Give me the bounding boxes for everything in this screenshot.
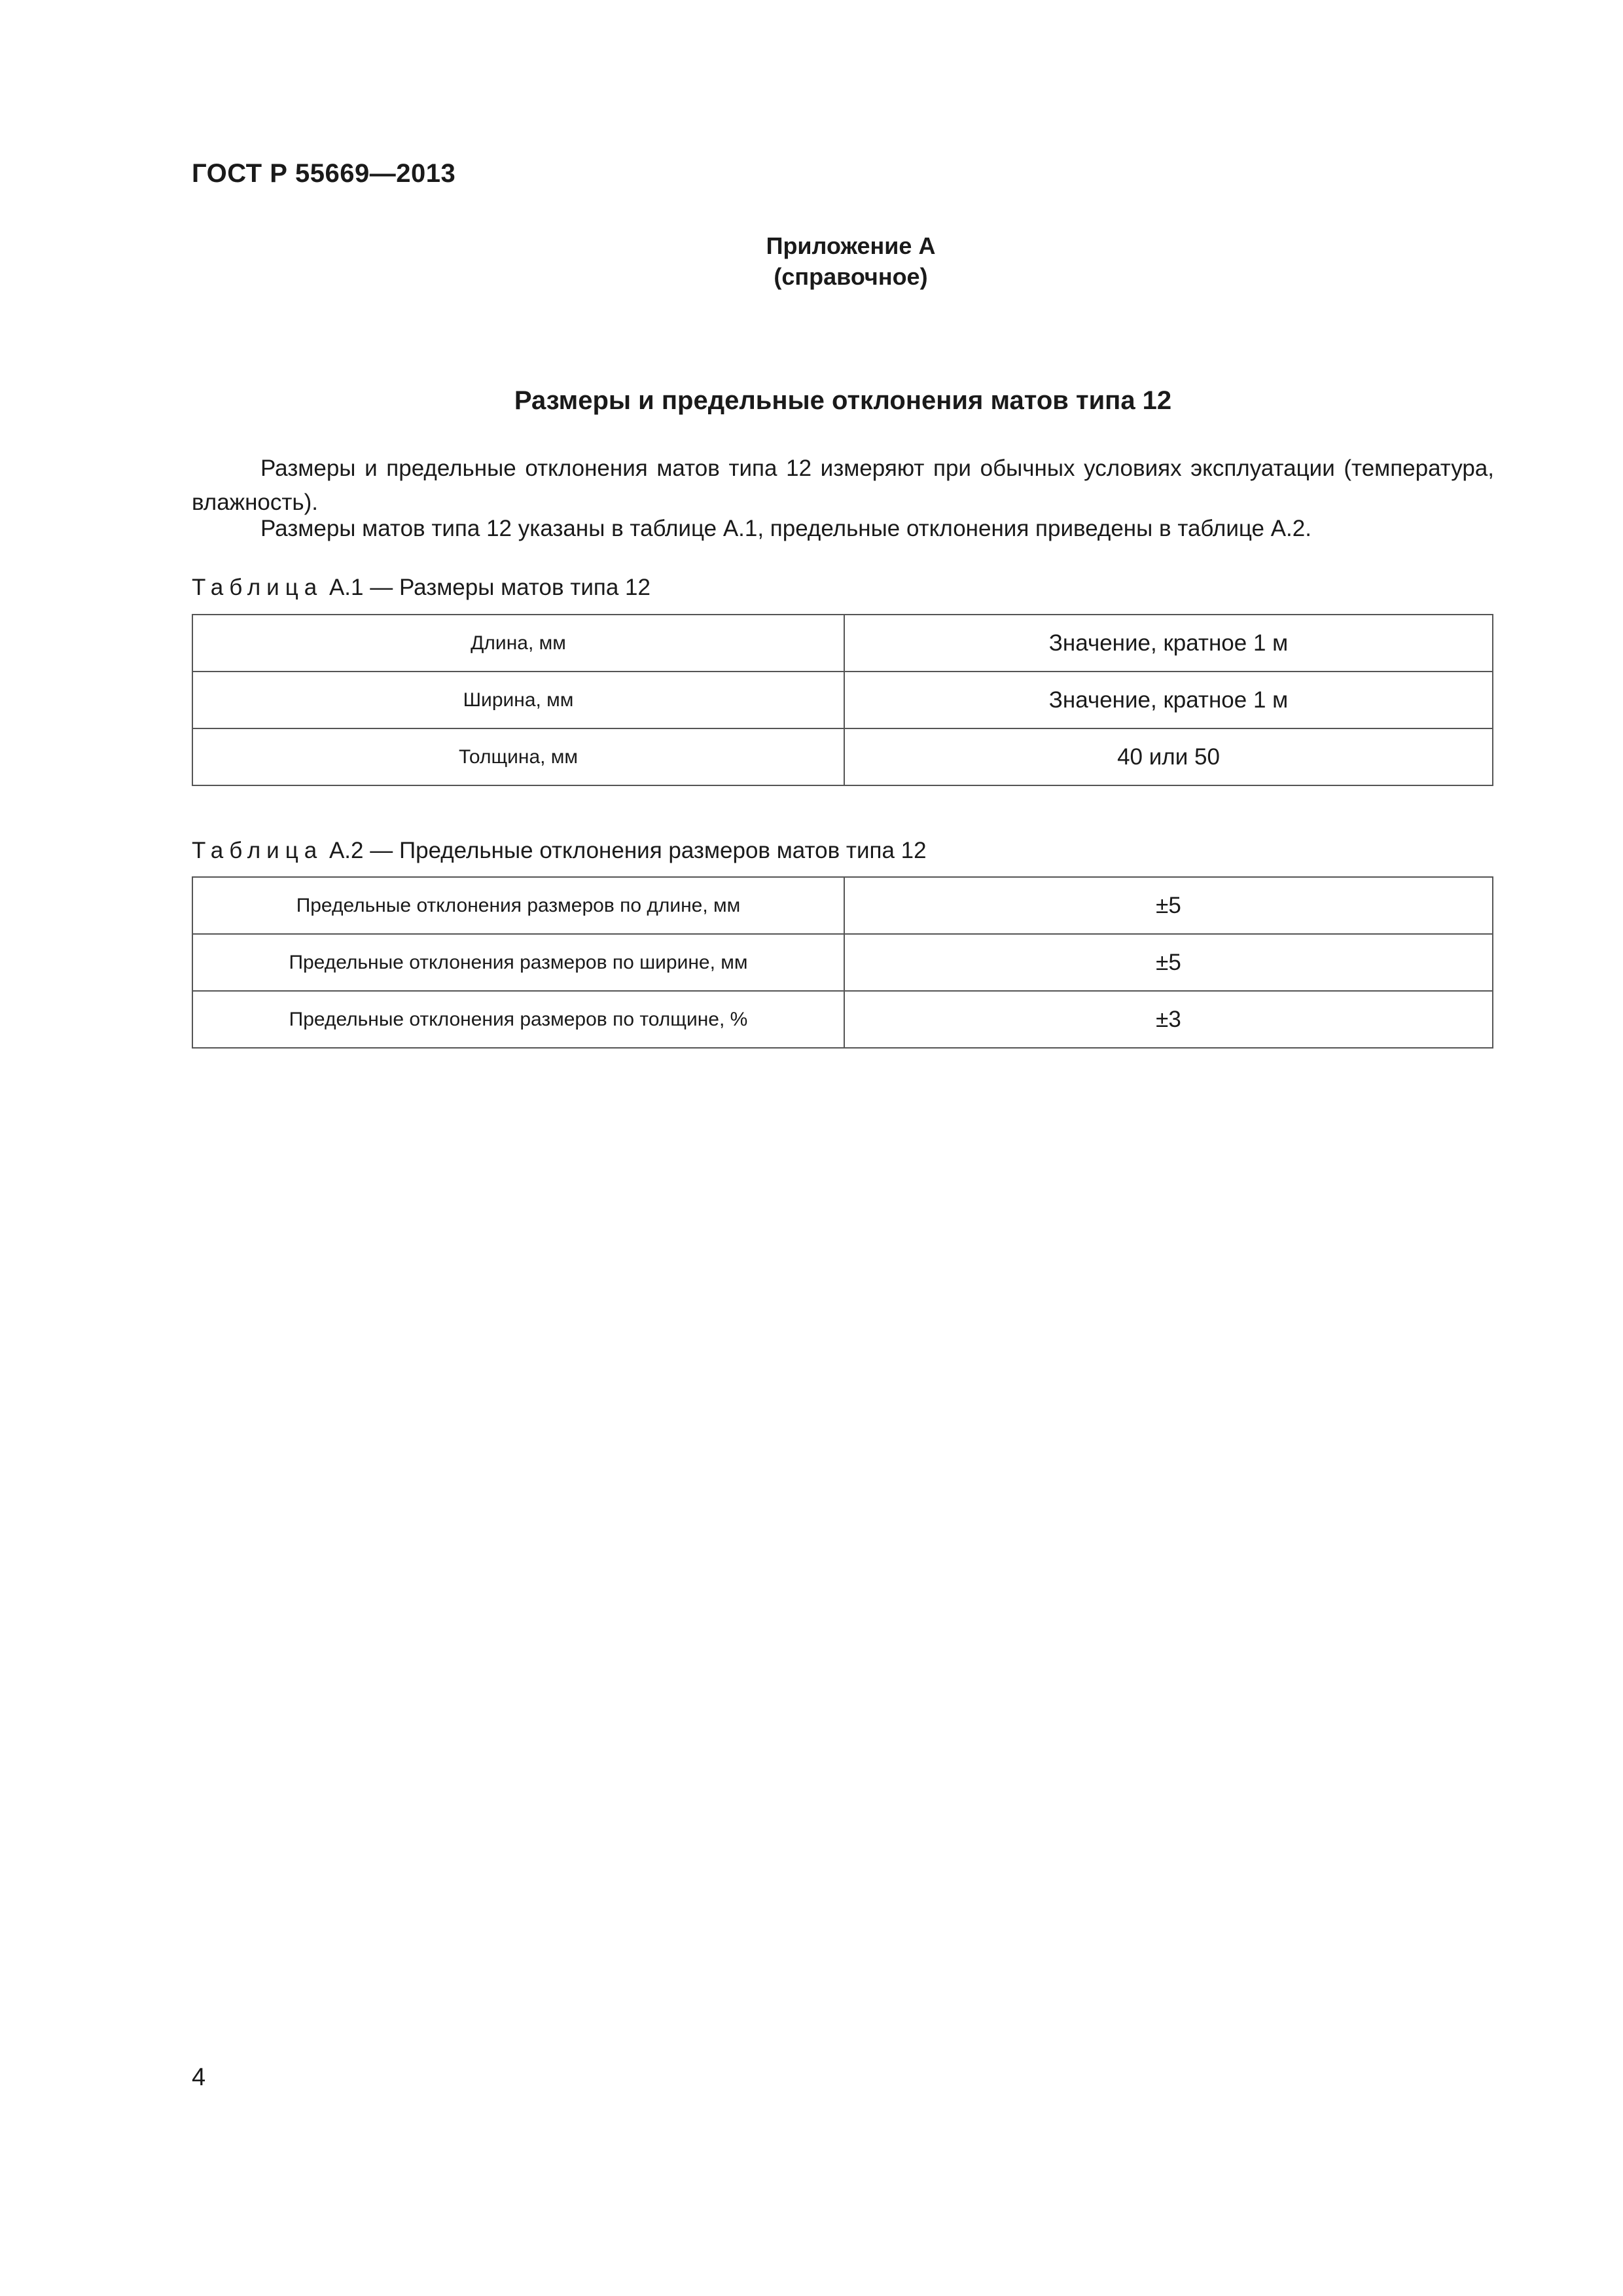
- body-paragraph-1: Размеры и предельные отклонения матов типа 12 измеряют при обычных условиях эксплуатации (температура, влажность).: [192, 456, 1494, 515]
- table-1-label: Таблица: [192, 575, 323, 600]
- section-title: Размеры и предельные отклонения матов типа 12: [514, 386, 1172, 415]
- table-cell-value: 40 или 50: [844, 728, 1493, 785]
- table-cell-parameter: Ширина, мм: [192, 672, 844, 728]
- table-cell-value: Значение, кратное 1 м: [844, 672, 1493, 728]
- table-cell-parameter: Предельные отклонения размеров по толщине, %: [192, 991, 844, 1048]
- table-row: [192, 672, 1493, 728]
- table-2-caption-text: А.2 — Предельные отклонения размеров матов типа 12: [323, 838, 927, 863]
- page-number: 4: [192, 2064, 206, 2091]
- table-2-caption: [192, 838, 927, 864]
- table-cell-parameter: Толщина, мм: [192, 728, 844, 785]
- table-cell-value: ±5: [844, 934, 1493, 991]
- table-row: [192, 615, 1493, 672]
- body-paragraph-2: Размеры матов типа 12 указаны в таблице А.1, предельные отклонения приведены в таблице А.2.: [260, 516, 1311, 541]
- table-row: [192, 728, 1493, 785]
- table-cell-value: Значение, кратное 1 м: [844, 615, 1493, 672]
- table-row: [192, 934, 1493, 991]
- table-row: [192, 991, 1493, 1048]
- table-1-caption-text: А.1 — Размеры матов типа 12: [323, 575, 651, 600]
- table-cell-parameter: Предельные отклонения размеров по длине, мм: [192, 877, 844, 934]
- table-cell-value: ±5: [844, 877, 1493, 934]
- table-1: [192, 614, 1493, 786]
- table-cell-value: ±3: [844, 991, 1493, 1048]
- table-2-label: Таблица: [192, 838, 323, 863]
- table-row: [192, 877, 1493, 934]
- document-code: ГОСТ Р 55669—2013: [192, 159, 456, 188]
- appendix-type: (справочное): [774, 263, 928, 290]
- table-1-caption: [192, 575, 651, 601]
- table-cell-parameter: Предельные отклонения размеров по ширине, мм: [192, 934, 844, 991]
- table-cell-parameter: Длина, мм: [192, 615, 844, 672]
- appendix-title: Приложение А: [766, 232, 936, 259]
- table-2: [192, 876, 1493, 1049]
